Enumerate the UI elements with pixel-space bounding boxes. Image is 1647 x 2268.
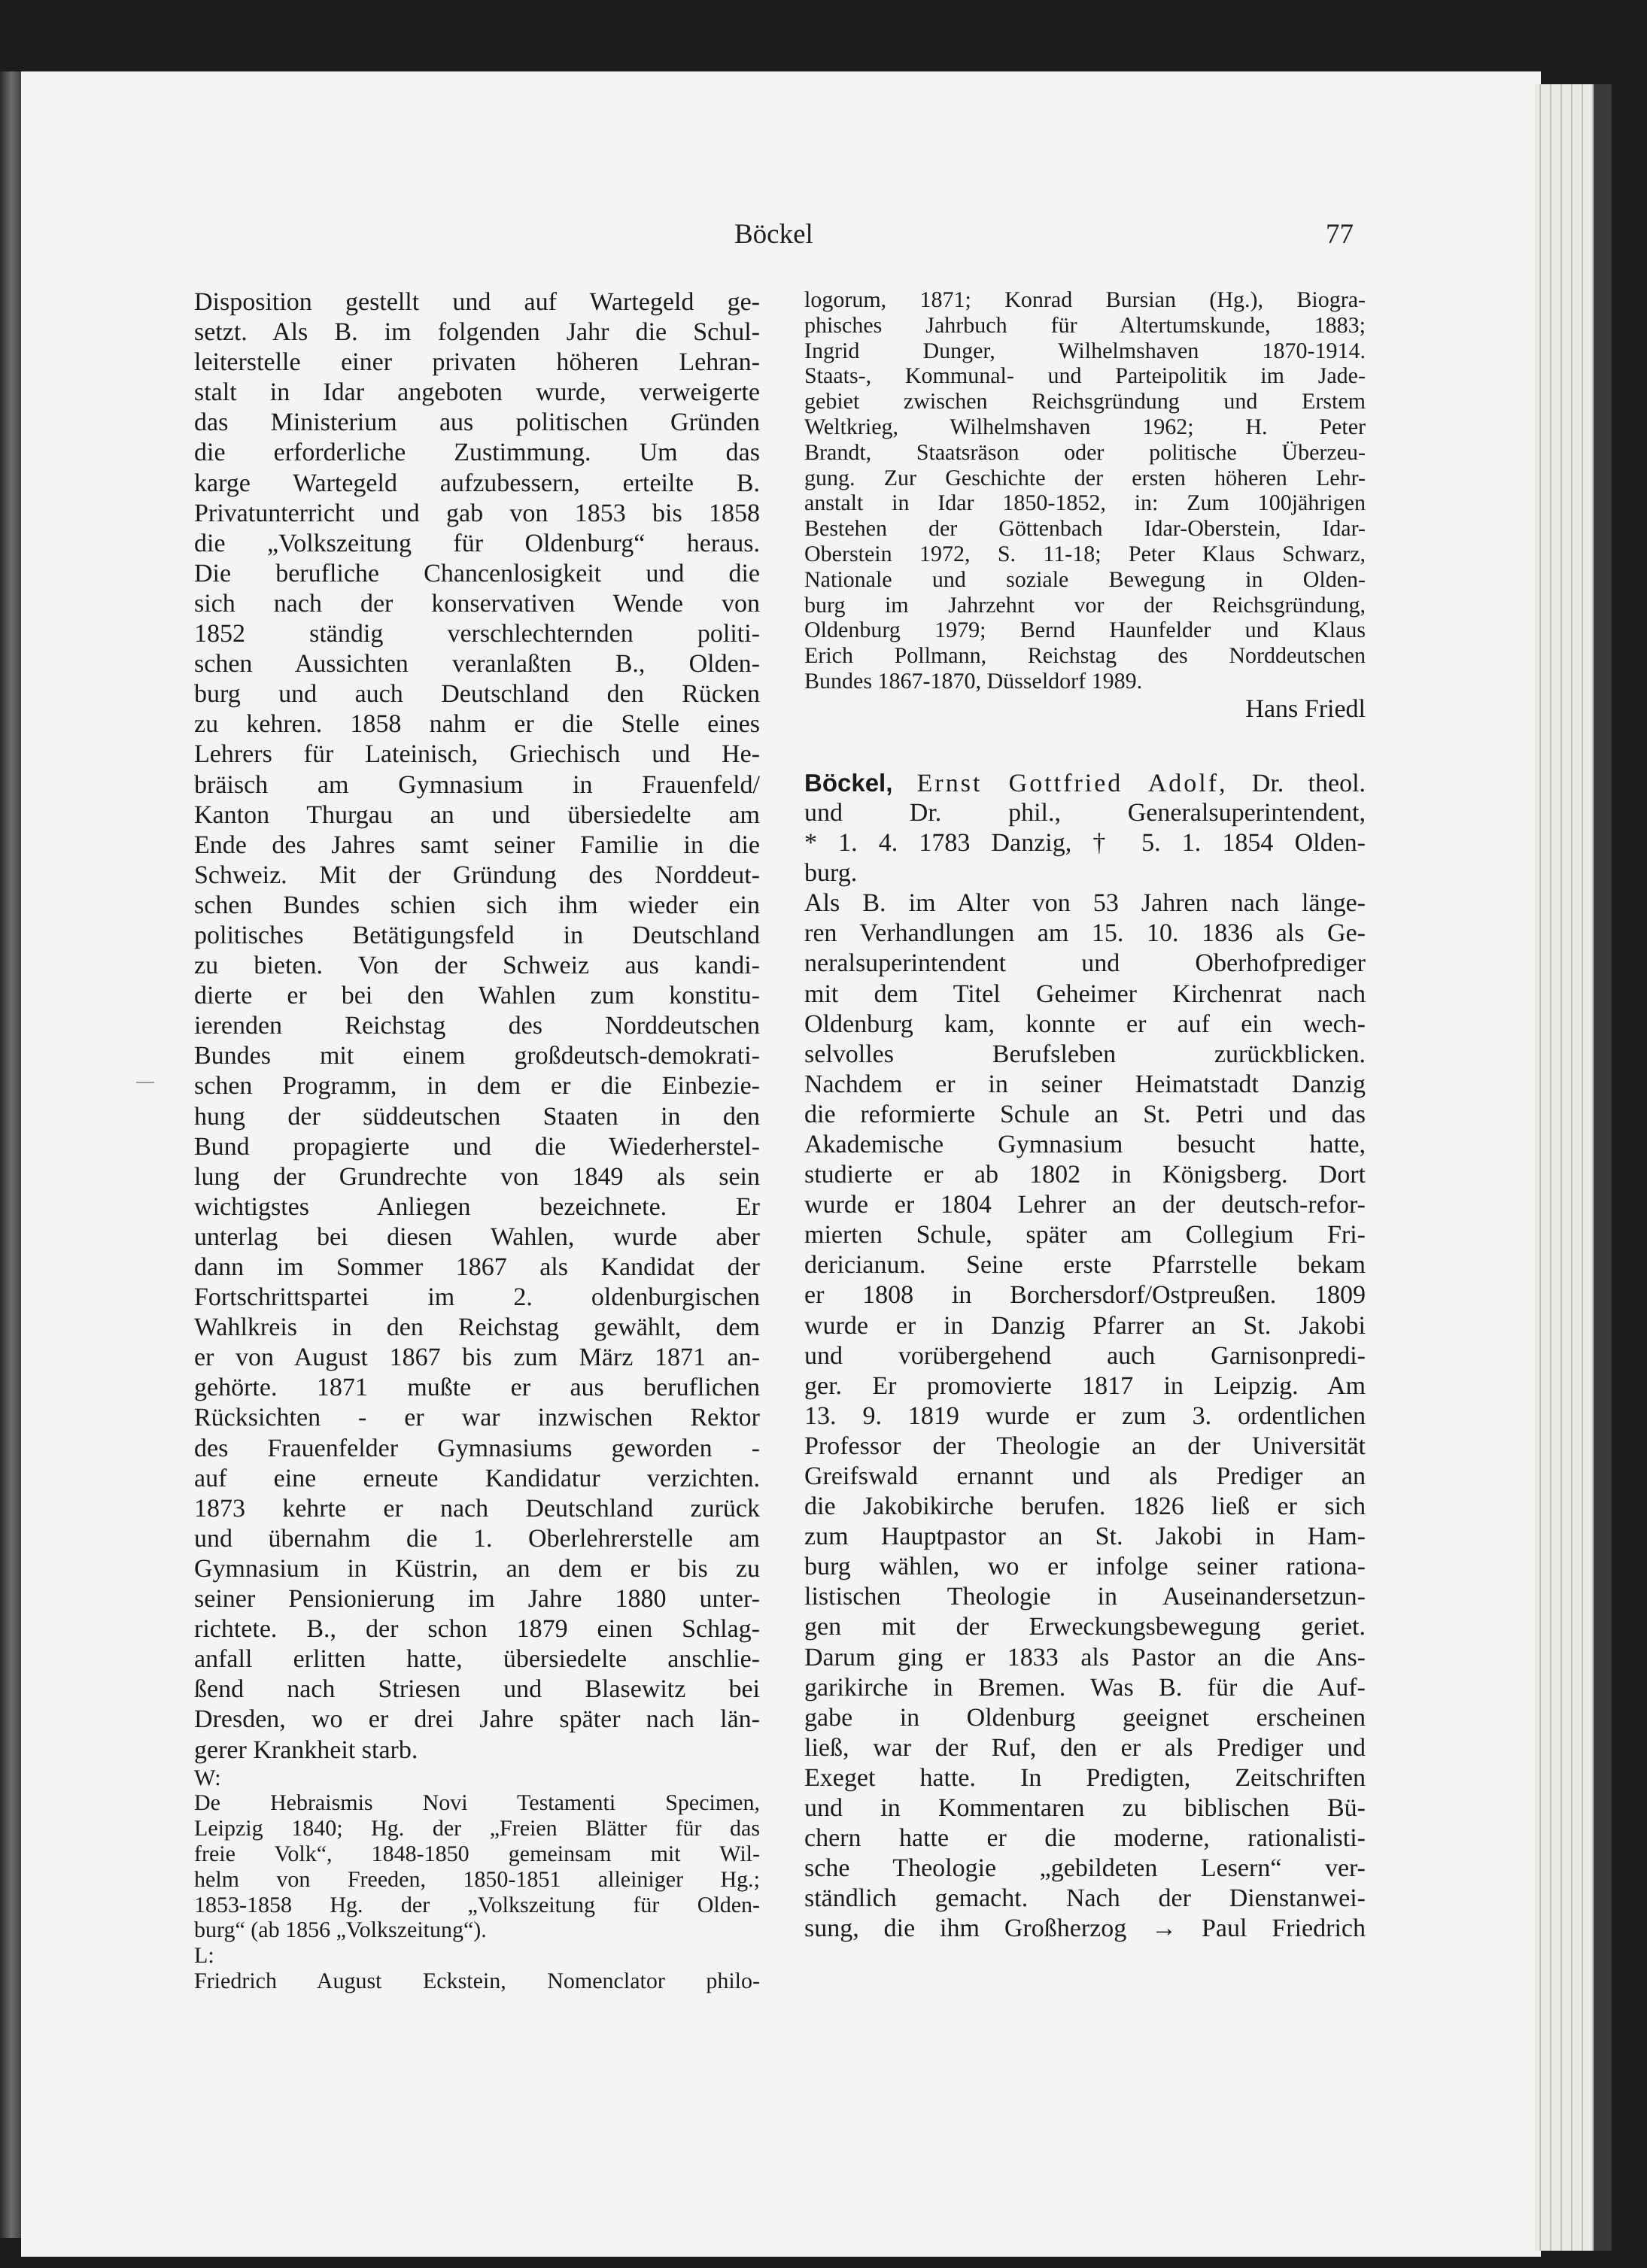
literature-label: L: (194, 1943, 214, 1969)
entry-gap (804, 724, 1366, 768)
text-line: zum Hauptpastor an St. Jakobi in Ham- (804, 1523, 1366, 1551)
left-body-text (194, 287, 760, 1766)
text-line: er 1808 in Borchersdorf/Ostpreußen. 1809 (804, 1281, 1366, 1310)
text-line: karge Wartegeld aufzubessern, erteilte B. (194, 469, 760, 497)
text-line: studierte er ab 1802 in Königsberg. Dort (804, 1161, 1366, 1189)
text-line: Ende des Jahres samt seiner Familie in die (194, 830, 760, 859)
text-line: Die berufliche Chancenlosigkeit und die (194, 559, 760, 587)
text-line: Oldenburg kam, konnte er auf ein wech- (804, 1010, 1366, 1038)
text-line: sche Theologie „gebildeten Lesern“ ver- (804, 1854, 1366, 1883)
author-signature: Hans Friedl (1245, 694, 1366, 723)
text-line: Darum ging er 1833 als Pastor an die Ans- (804, 1643, 1366, 1671)
text-line: Friedrich August Eckstein, Nomenclator philo- (194, 1968, 760, 1993)
text-line: sung, die ihm Großherzog → Paul Friedrich (804, 1914, 1366, 1943)
works-section (194, 1766, 760, 1994)
text-line: Bundes 1867-1870, Düsseldorf 1989. (804, 668, 1143, 694)
text-line: Brandt, Staatsräson oder politische Überzeu- (804, 439, 1366, 465)
text-line: ger. Er promovierte 1817 in Leipzig. Am (804, 1371, 1366, 1400)
text-line: Professor der Theologie an der Universität (804, 1432, 1366, 1460)
text-line: Dresden, wo er drei Jahre später nach län- (194, 1705, 760, 1734)
text-line: bräisch am Gymnasium in Frauenfeld/ (194, 770, 760, 799)
text-line: anfall erlitten hatte, übersiedelte anschlie- (194, 1645, 760, 1674)
text-line: burg. (804, 859, 858, 888)
text-line: gung. Zur Geschichte der ersten höheren Lehr- (804, 465, 1366, 490)
text-line: 1853-1858 Hg. der „Volkszeitung für Olden- (194, 1892, 760, 1917)
text-line: hung der süddeutschen Staaten in den (194, 1102, 760, 1131)
text-line: auf eine erneute Kandidatur verzichten. (194, 1464, 760, 1492)
running-head (0, 218, 1647, 256)
text-line: Gymnasium in Küstrin, an dem er bis zu (194, 1554, 760, 1583)
text-line: wurde er 1804 Lehrer an der deutsch-refor- (804, 1191, 1366, 1219)
text-line: burg wählen, wo er infolge seiner rationa- (804, 1553, 1366, 1581)
text-line: mierten Schule, später am Collegium Fri- (804, 1221, 1366, 1249)
text-line: Weltkrieg, Wilhelmshaven 1962; H. Peter (804, 414, 1366, 439)
right-column (804, 287, 1366, 1945)
text-line: dierte er bei den Wahlen zum konstitu- (194, 982, 760, 1010)
text-line: Nationale und soziale Bewegung in Olden- (804, 566, 1366, 592)
text-line: schen Bundes schien sich ihm wieder ein (194, 891, 760, 919)
text-line: das Ministerium aus politischen Gründen (194, 408, 760, 437)
text-line: phisches Jahrbuch für Altertumskunde, 1883; (804, 312, 1366, 338)
text-line: selvolles Berufsleben zurückblicken. (804, 1040, 1366, 1068)
text-line: Erich Pollmann, Reichstag des Norddeutschen (804, 643, 1366, 669)
entry-heading-line (804, 768, 1366, 798)
text-line: Bund propagierte und die Wiederherstel- (194, 1132, 760, 1161)
text-line: Staats-, Kommunal- und Parteipolitik im Jade- (804, 363, 1366, 389)
text-line: Exeget hatte. In Predigten, Zeitschriften (804, 1763, 1366, 1792)
text-line: unterlag bei diesen Wahlen, wurde aber (194, 1222, 760, 1251)
left-page-edge (0, 71, 23, 2238)
text-line: lung der Grundrechte von 1849 als sein (194, 1162, 760, 1191)
text-line: burg im Jahrzehnt vor der Reichsgründung, (804, 592, 1366, 618)
text-line: listischen Theologie in Auseinandersetzun- (804, 1583, 1366, 1611)
text-line: er von August 1867 bis zum März 1871 an- (194, 1343, 760, 1372)
text-line: und vorübergehend auch Garnisonpredi- (804, 1341, 1366, 1370)
text-line: ließ, war der Ruf, den er als Prediger und (804, 1733, 1366, 1762)
text-line: gen mit der Erweckungsbewegung geriet. (804, 1613, 1366, 1641)
text-line: Nachdem er in seiner Heimatstadt Danzig (804, 1070, 1366, 1098)
text-line: mit dem Titel Geheimer Kirchenrat nach (804, 979, 1366, 1008)
text-line: stalt in Idar angeboten wurde, verweigerte (194, 378, 760, 407)
text-line: burg und auch Deutschland den Rücken (194, 680, 760, 709)
literature-text (194, 1969, 760, 1994)
text-line: des Frauenfelder Gymnasiums geworden - (194, 1434, 760, 1462)
text-line: dann im Sommer 1867 als Kandidat der (194, 1253, 760, 1281)
works-text (194, 1790, 760, 1943)
text-line: ierenden Reichstag des Norddeutschen (194, 1012, 760, 1040)
text-line: gerer Krankheit starb. (194, 1735, 418, 1764)
entry-name: Böckel, (804, 768, 893, 797)
works-label: W: (194, 1765, 221, 1790)
entry-title-first: Dr. theol. (1251, 769, 1366, 797)
text-line: * 1. 4. 1783 Danzig, † 5. 1. 1854 Olden- (804, 829, 1366, 858)
left-column (194, 287, 760, 1994)
text-line: zu bieten. Von der Schweiz aus kandi- (194, 952, 760, 980)
text-line: richtete. B., der schon 1879 einen Schlag- (194, 1615, 760, 1644)
text-line: Greifswald ernannt und als Prediger an (804, 1462, 1366, 1490)
text-line: sich nach der konservativen Wende von (194, 589, 760, 618)
text-line: und Dr. phil., Generalsuperintendent, (804, 798, 1366, 827)
text-line: Leipzig 1840; Hg. der „Freien Blätter für das (194, 1816, 760, 1841)
running-head-title: Böckel (734, 219, 813, 250)
text-line: die reformierte Schule an St. Petri und das (804, 1100, 1366, 1128)
text-line: Fortschrittspartei im 2. oldenburgischen (194, 1283, 760, 1312)
text-line: gehörte. 1871 mußte er aus beruflichen (194, 1374, 760, 1402)
text-line: leiterstelle einer privaten höheren Lehran- (194, 348, 760, 377)
text-line: politisches Betätigungsfeld in Deutschland (194, 921, 760, 949)
text-line: schen Programm, in dem er die Einbezie- (194, 1072, 760, 1101)
book-cover-edge (1594, 84, 1612, 2251)
text-line: zu kehren. 1858 nahm er die Stelle eines (194, 710, 760, 739)
page-edges (1535, 84, 1597, 2251)
text-line: gebiet zwischen Reichsgründung und Erstem (804, 389, 1366, 414)
text-line: neralsuperintendent und Oberhofprediger (804, 949, 1366, 978)
text-line: die erforderliche Zustimmung. Um das (194, 439, 760, 467)
text-line: logorum, 1871; Konrad Bursian (Hg.), Biogra- (804, 287, 1366, 312)
text-line: seiner Pensionierung im Jahre 1880 unter- (194, 1585, 760, 1614)
text-line: Schweiz. Mit der Gründung des Norddeut- (194, 861, 760, 889)
text-line: ßend nach Striesen und Blasewitz bei (194, 1675, 760, 1704)
text-line: freie Volk“, 1848-1850 gemeinsam mit Wil- (194, 1841, 760, 1866)
text-line: Kanton Thurgau an und übersiedelte am (194, 800, 760, 829)
text-line: garikirche in Bremen. Was B. für die Auf- (804, 1673, 1366, 1702)
text-line: helm von Freeden, 1850-1851 alleiniger Hg.; (194, 1866, 760, 1892)
text-line: Disposition gestellt und auf Wartegeld ge- (194, 288, 760, 316)
text-line: Oldenburg 1979; Bernd Haunfelder und Klaus (804, 618, 1366, 643)
text-line: die Jakobikirche berufen. 1826 ließ er sich (804, 1492, 1366, 1521)
page-number: 77 (1326, 219, 1354, 250)
text-line: Akademische Gymnasium besucht hatte, (804, 1130, 1366, 1158)
text-line: wichtigstes Anliegen bezeichnete. Er (194, 1192, 760, 1221)
entry-body-text (804, 888, 1366, 1944)
text-line: 1852 ständig verschlechternden politi- (194, 620, 760, 648)
text-line: Ingrid Dunger, Wilhelmshaven 1870-1914. (804, 338, 1366, 363)
text-line: Wahlkreis in den Reichstag gewählt, dem (194, 1313, 760, 1342)
text-line: Bestehen der Göttenbach Idar-Oberstein, Idar- (804, 516, 1366, 542)
author-signature-block (804, 694, 1366, 724)
text-line: ständlich gemacht. Nach der Dienstanwei- (804, 1884, 1366, 1913)
text-line: Privatunterricht und gab von 1853 bis 1858 (194, 499, 760, 527)
text-line: 1873 kehrte er nach Deutschland zurück (194, 1494, 760, 1523)
text-line: gabe in Oldenburg geeignet erscheinen (804, 1703, 1366, 1732)
entry-given-names: Ernst Gottfried Adolf, (916, 769, 1228, 797)
text-line: Lehrers für Lateinisch, Griechisch und He- (194, 740, 760, 769)
text-line: setzt. Als B. im folgenden Jahr die Schul- (194, 318, 760, 347)
text-line: schen Aussichten veranlaßten B., Olden- (194, 650, 760, 679)
entry-heading (804, 768, 1366, 888)
text-line: und übernahm die 1. Oberlehrerstelle am (194, 1524, 760, 1553)
text-line: De Hebraismis Novi Testamenti Specimen, (194, 1790, 760, 1816)
text-line: Rücksichten - er war inzwischen Rektor (194, 1404, 760, 1432)
text-line: anstalt in Idar 1850-1852, in: Zum 100jährigen (804, 490, 1366, 516)
text-line: chern hatte er die moderne, rationalisti- (804, 1824, 1366, 1853)
entry-header-lines (804, 798, 1366, 888)
text-line: und in Kommentaren zu biblischen Bü- (804, 1794, 1366, 1823)
margin-mark (136, 1082, 154, 1083)
text-line: 13. 9. 1819 wurde er zum 3. ordentlichen (804, 1401, 1366, 1430)
text-line: wurde er in Danzig Pfarrer an St. Jakobi (804, 1311, 1366, 1340)
text-line: Bundes mit einem großdeutsch-demokrati- (194, 1042, 760, 1070)
text-line: dericianum. Seine erste Pfarrstelle bekam (804, 1251, 1366, 1280)
text-line: Als B. im Alter von 53 Jahren nach länge- (804, 889, 1366, 918)
literature-continued (804, 287, 1366, 694)
text-line: ren Verhandlungen am 15. 10. 1836 als Ge- (804, 919, 1366, 948)
text-line: Oberstein 1972, S. 11-18; Peter Klaus Schwarz, (804, 541, 1366, 566)
text-line: burg“ (ab 1856 „Volkszeitung“). (194, 1917, 487, 1943)
text-line: die „Volkszeitung für Oldenburg“ heraus. (194, 529, 760, 557)
